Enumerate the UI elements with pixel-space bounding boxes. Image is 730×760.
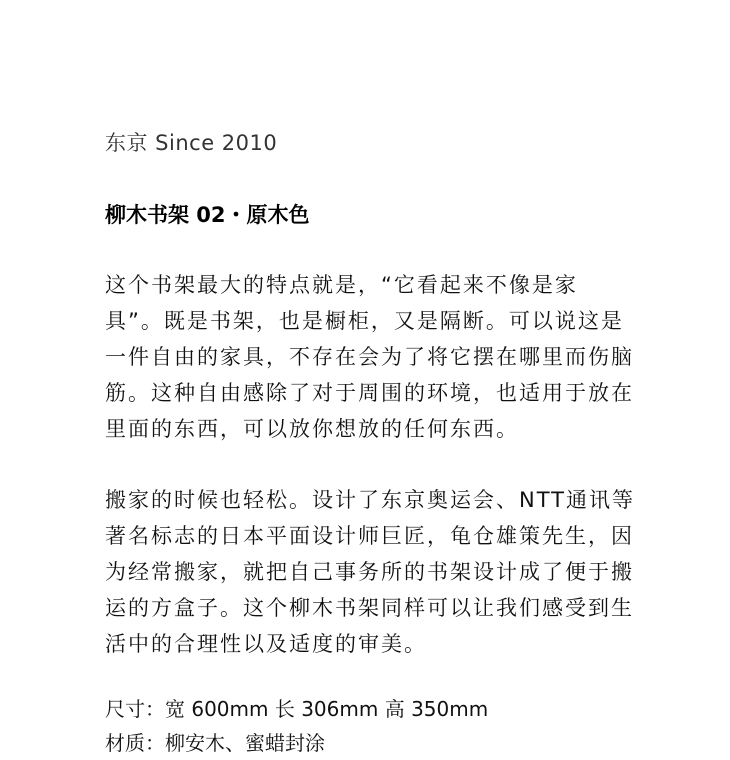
spec-size: 尺寸：宽 600mm 长 306mm 高 350mm xyxy=(105,697,489,721)
description-paragraph-2: 搬家的时候也轻松。设计了东京奥运会、NTT通讯等著名标志的日本平面设计师巨匠，龟仓雄策先生，因为经常搬家，就把自己事务所的书架设计成了便于搬运的方盒子。这个柳木书架同样可以让我们感受到生活中的合理性以及适度的审美。 xyxy=(105,488,635,656)
product-specs xyxy=(105,692,488,760)
spec-material: 材质：柳安木、蜜蜡封涂 xyxy=(105,731,325,755)
description-paragraph-1: 这个书架最大的特点就是，“它看起来不像是家具”。既是书架，也是橱柜，又是隔断。可以说这是一件自由的家具，不存在会为了将它摆在哪里而伤脑筋。这种自由感除了对于周围的环境，也适用于放在里面的东西，可以放你想放的任何东西。 xyxy=(105,273,634,441)
product-title: 柳木书架 02・原木色 xyxy=(105,203,310,227)
brand-tagline: 东京 Since 2010 xyxy=(105,131,278,155)
